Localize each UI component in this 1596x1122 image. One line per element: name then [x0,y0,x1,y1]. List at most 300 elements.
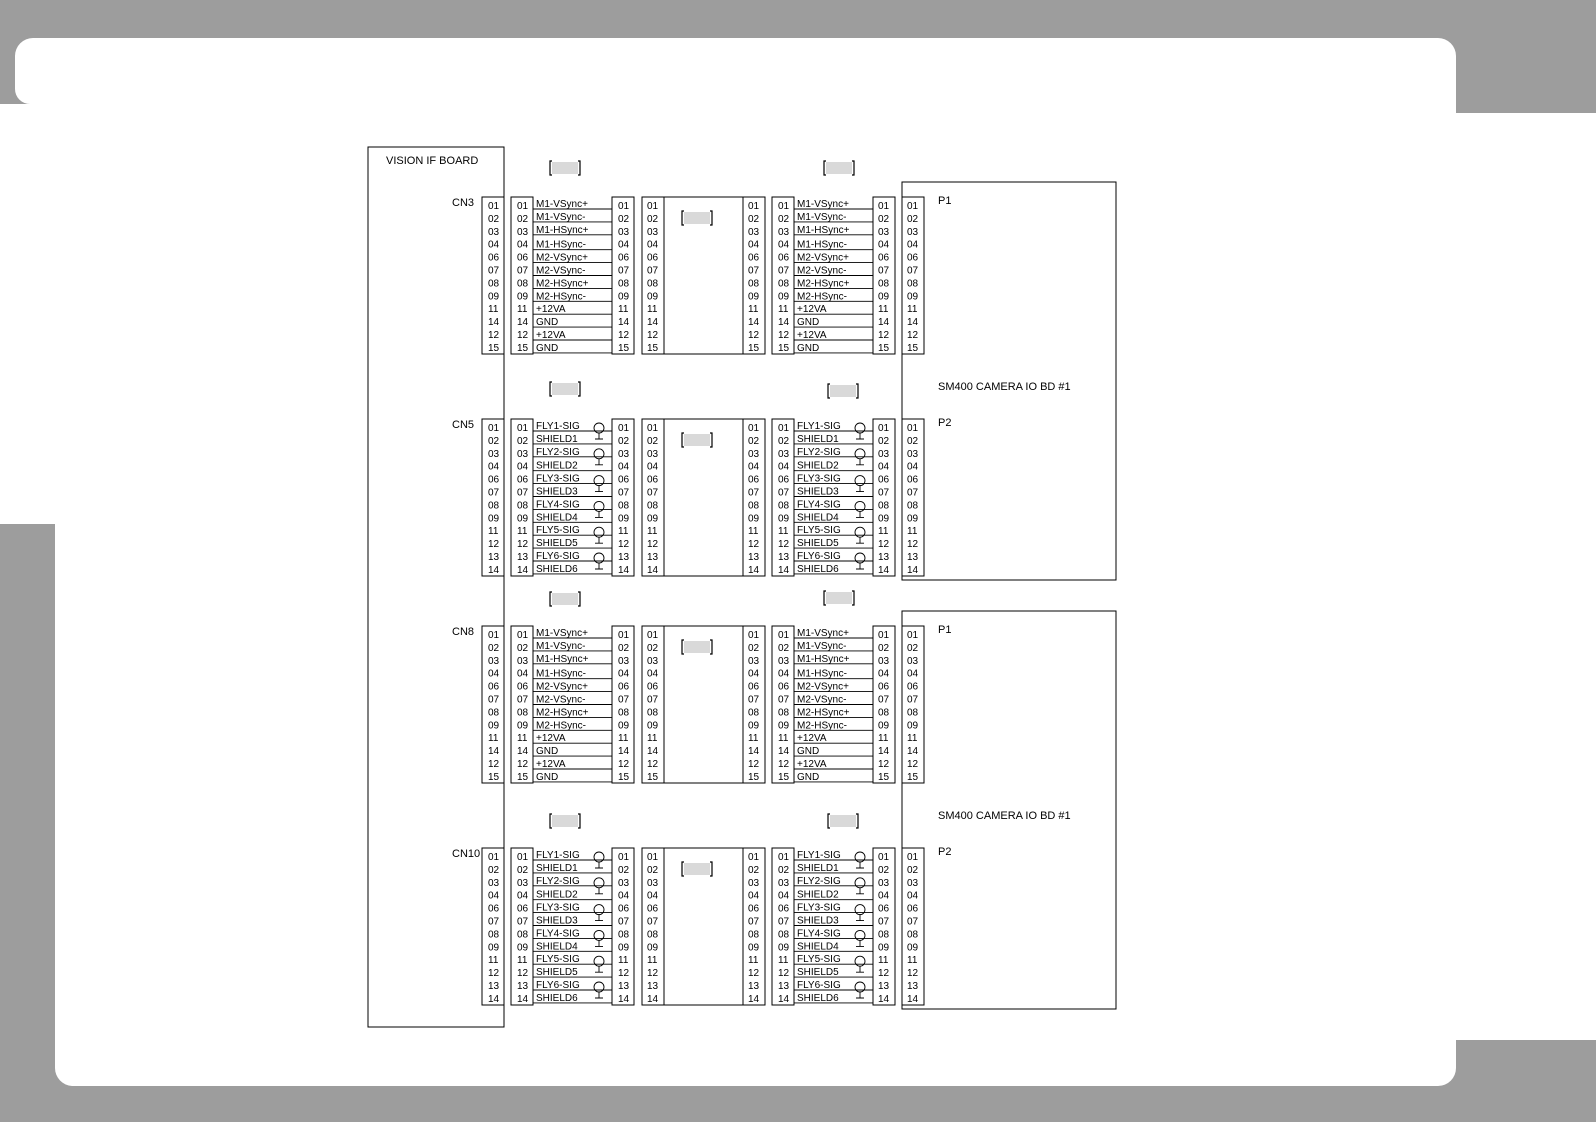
pin-number: 06 [778,252,790,264]
pin-number: 07 [647,487,659,499]
pin-number: 07 [878,265,890,277]
pin-number: 15 [647,342,659,354]
pin-number: 14 [618,317,630,329]
pin-number: 09 [618,513,630,525]
pin-number: 08 [878,500,890,512]
pin-number: 06 [907,903,919,915]
pin-number: 08 [618,929,630,941]
pin-number: 15 [878,771,890,783]
shield-twist-symbol [594,501,604,511]
pin-number: 15 [778,771,790,783]
pin-number: 04 [618,668,630,680]
pin-number: 02 [488,213,500,225]
pin-number: 12 [878,330,890,341]
shield-twist-symbol [855,476,865,486]
pin-number: 14 [907,993,919,1005]
pin-number: 11 [748,955,759,967]
pin-number: 01 [488,423,500,434]
pin-number: 08 [647,500,659,512]
pin-number: 11 [778,304,789,316]
signal-label: GND [536,746,559,758]
shield-twist-symbol [594,982,604,992]
pin-number: 04 [488,668,500,680]
signal-label: SHIELD1 [536,433,578,445]
pin-number: 14 [878,564,890,576]
pin-number: 09 [778,291,790,303]
shield-twist-symbol [594,476,604,486]
pin-number: 06 [778,681,790,693]
pin-number: 13 [748,981,760,992]
pin-number: 01 [488,201,500,212]
connector-placeholder [552,593,578,605]
shield-ground-symbol [595,563,603,569]
pin-number: 04 [647,461,659,473]
pin-number: 07 [878,487,890,499]
connector-placeholder [826,162,852,174]
pin-number: 13 [907,981,919,992]
signal-label: M2-HSync+ [536,278,589,290]
pin-number: 02 [488,864,500,876]
pin-number: 01 [748,852,760,863]
pin-number: 11 [907,955,918,967]
pin-number: 07 [907,487,919,499]
signal-label: SHIELD4 [797,512,839,524]
pin-number: 14 [778,317,790,329]
pin-number: 12 [488,330,500,341]
pin-number: 06 [517,903,529,915]
pin-number: 06 [748,252,760,264]
shield-twist-symbol [855,501,865,511]
signal-label: SHIELD2 [797,889,839,901]
pin-number: 03 [778,655,790,667]
pin-number: 15 [878,342,890,354]
signal-label: SHIELD6 [536,563,578,575]
pin-number: 03 [618,655,630,667]
pin-number: 04 [748,461,760,473]
shield-ground-symbol [856,486,864,492]
pin-number: 01 [878,201,890,212]
connector-placeholder [830,815,856,827]
pin-number: 06 [748,903,760,915]
pin-number: 03 [488,448,500,460]
signal-label: M2-HSync- [797,720,848,732]
pin-number: 07 [517,916,529,928]
pin-number: 14 [488,317,500,329]
pin-number: 14 [748,746,760,758]
pin-number: 11 [748,526,759,538]
pin-number: 13 [778,981,790,992]
pin-number: 07 [748,916,760,928]
pin-number: 04 [647,239,659,251]
pin-number: 03 [488,655,500,667]
pin-number: 01 [647,630,659,641]
pin-number: 08 [488,278,500,290]
pin-number: 03 [907,877,919,889]
shield-ground-symbol [595,966,603,972]
signal-label: FLY1-SIG [797,421,841,432]
pin-number: 09 [748,513,760,525]
shield-ground-symbol [856,511,864,517]
pin-number: 11 [488,733,499,745]
pin-number: 03 [778,448,790,460]
signal-label: SHIELD3 [536,915,578,927]
pin-number: 03 [907,655,919,667]
signal-label: M1-HSync+ [536,653,589,665]
pin-number: 14 [778,564,790,576]
pin-number: 13 [778,552,790,563]
pin-number: 07 [748,265,760,277]
pin-number: 13 [878,981,890,992]
pin-number: 02 [748,435,760,447]
pin-number: 09 [778,942,790,954]
pin-number: 03 [647,655,659,667]
shield-ground-symbol [595,888,603,894]
pin-number: 14 [488,746,500,758]
signal-label: SHIELD3 [797,486,839,498]
shield-ground-symbol [856,966,864,972]
pin-number: 15 [907,342,919,354]
pin-number: 11 [517,955,528,967]
pin-number: 01 [647,852,659,863]
pin-number: 08 [488,929,500,941]
pin-number: 15 [778,342,790,354]
pin-number: 03 [878,226,890,238]
pin-number: 11 [488,304,499,316]
pin-number: 08 [907,707,919,719]
pin-number: 04 [517,890,529,902]
pin-number: 09 [488,513,500,525]
pin-number: 08 [748,929,760,941]
shield-ground-symbol [595,511,603,517]
pin-number: 08 [907,929,919,941]
signal-label: FLY3-SIG [536,902,580,914]
pin-number: 03 [488,877,500,889]
signal-label: SHIELD1 [797,433,839,445]
signal-label: FLY6-SIG [797,980,841,991]
pin-number: 02 [907,864,919,876]
connector-group-cn3 [452,161,951,354]
signal-label: M1-VSync+ [536,199,588,210]
pin-number: 14 [907,746,919,758]
signal-label: FLY5-SIG [797,525,841,537]
pin-number: 06 [878,474,890,486]
pin-number: 07 [618,694,630,706]
pin-number: 06 [878,903,890,915]
signal-label: M1-HSync+ [797,653,850,665]
pin-number: 04 [778,239,790,251]
pin-number: 03 [517,655,529,667]
pin-number: 09 [647,720,659,732]
signal-label: +12VA [536,759,566,770]
pin-number: 04 [907,890,919,902]
pin-number: 04 [517,461,529,473]
connector-placeholder [552,162,578,174]
pin-number: 09 [618,942,630,954]
shield-twist-symbol [594,852,604,862]
signal-label: FLY5-SIG [797,954,841,966]
pin-number: 04 [517,668,529,680]
pin-number: 11 [778,955,789,967]
pin-number: 03 [618,448,630,460]
pin-number: 01 [618,201,630,212]
pin-number: 11 [778,526,789,538]
pin-number: 07 [647,265,659,277]
pin-number: 06 [488,474,500,486]
pin-number: 14 [878,746,890,758]
pin-number: 04 [878,461,890,473]
pin-number: 06 [748,681,760,693]
pin-number: 02 [748,864,760,876]
pin-number: 11 [778,733,789,745]
signal-label: M1-HSync- [536,239,587,251]
pin-number: 13 [748,552,760,563]
pin-number: 14 [647,317,659,329]
pin-number: 04 [878,239,890,251]
pin-number: 02 [647,435,659,447]
pin-number: 04 [647,668,659,680]
shield-twist-symbol [855,449,865,459]
pin-number: 03 [907,226,919,238]
pin-number: 02 [878,642,890,654]
connector-placeholder [552,815,578,827]
signal-label: FLY3-SIG [797,473,841,485]
pin-number: 01 [647,423,659,434]
signal-label: FLY2-SIG [797,446,841,458]
pin-number: 06 [647,681,659,693]
pin-number: 12 [618,539,630,551]
shield-ground-symbol [856,459,864,465]
signal-label: FLY4-SIG [536,928,580,940]
pin-number: 06 [778,903,790,915]
pin-number: 08 [748,707,760,719]
pin-number: 07 [907,265,919,277]
pin-number: 12 [748,330,760,341]
pin-number: 01 [488,630,500,641]
pin-number: 14 [647,564,659,576]
pin-number: 03 [748,877,760,889]
pin-number: 09 [647,513,659,525]
signal-label: SHIELD5 [797,538,839,550]
pin-number: 07 [517,265,529,277]
pin-number: 11 [907,304,918,316]
pin-number: 14 [778,746,790,758]
pin-number: 03 [517,448,529,460]
pin-number: 06 [488,252,500,264]
signal-label: SHIELD1 [536,862,578,874]
pin-number: 12 [907,330,919,341]
signal-label: SHIELD5 [536,538,578,550]
pin-number: 13 [647,552,659,563]
pin-number: 12 [878,539,890,551]
pin-number: 07 [778,694,790,706]
pin-number: 07 [488,265,500,277]
signal-label: SHIELD1 [797,862,839,874]
pin-number: 02 [878,864,890,876]
signal-label: FLY1-SIG [797,850,841,861]
pin-number: 07 [488,487,500,499]
pin-number: 09 [907,942,919,954]
signal-label: M1-VSync- [797,211,847,223]
pin-number: 01 [778,201,790,212]
plug-label: P1 [938,624,952,636]
shield-ground-symbol [856,915,864,921]
signal-label: M1-VSync+ [536,628,588,639]
pin-number: 02 [878,435,890,447]
connector-placeholder [684,641,710,653]
pin-number: 14 [748,993,760,1005]
signal-label: M2-VSync- [536,694,586,706]
shield-twist-symbol [594,553,604,563]
connector-placeholder [826,592,852,604]
signal-label: SHIELD6 [797,992,839,1004]
pin-number: 02 [618,642,630,654]
pin-number: 06 [618,681,630,693]
shield-ground-symbol [856,563,864,569]
pin-number: 11 [647,304,658,316]
connector-placeholder [684,434,710,446]
pin-number: 14 [778,993,790,1005]
pin-number: 11 [748,733,759,745]
pin-number: 12 [647,759,659,770]
signal-label: FLY1-SIG [536,421,580,432]
signal-label: M1-HSync- [536,668,587,680]
pin-number: 08 [878,929,890,941]
pin-number: 08 [517,500,529,512]
connector-placeholder [684,863,710,875]
connector-name: CN10 [452,848,481,860]
pin-number: 09 [488,720,500,732]
pin-number: 01 [517,852,529,863]
signal-label: +12VA [797,304,827,316]
pin-number: 02 [907,213,919,225]
pin-number: 14 [878,993,890,1005]
pin-number: 07 [907,916,919,928]
pin-number: 04 [907,668,919,680]
pin-number: 08 [517,929,529,941]
pin-number: 13 [517,981,529,992]
pin-number: 12 [748,539,760,551]
pin-number: 01 [517,423,529,434]
pin-number: 11 [878,955,889,967]
pin-number: 13 [488,552,500,563]
signal-label: FLY4-SIG [797,928,841,940]
pin-number: 14 [748,564,760,576]
shield-ground-symbol [856,537,864,543]
pin-number: 14 [647,746,659,758]
shield-ground-symbol [595,862,603,868]
pin-number: 14 [748,317,760,329]
pin-number: 08 [647,278,659,290]
pin-number: 11 [517,304,528,316]
signal-label: GND [797,771,820,783]
signal-label: GND [536,771,559,783]
shield-twist-symbol [594,423,604,433]
pin-number: 08 [748,278,760,290]
pin-number: 01 [778,423,790,434]
pin-number: 09 [488,291,500,303]
shield-twist-symbol [855,982,865,992]
shield-twist-symbol [855,852,865,862]
pin-number: 13 [647,981,659,992]
signal-label: M2-VSync- [797,694,847,706]
pin-number: 12 [517,968,529,980]
pin-number: 12 [647,539,659,551]
pin-number: 03 [488,226,500,238]
pin-number: 12 [517,330,529,341]
pin-number: 02 [647,864,659,876]
pin-number: 11 [748,304,759,316]
pin-number: 08 [618,707,630,719]
signal-label: M1-VSync- [536,211,586,223]
pin-number: 15 [618,771,630,783]
pin-number: 14 [907,564,919,576]
signal-label: +12VA [536,304,566,316]
pin-number: 01 [618,852,630,863]
signal-label: +12VA [797,330,827,341]
pin-number: 06 [517,474,529,486]
pin-number: 08 [488,500,500,512]
pin-number: 03 [907,448,919,460]
pin-number: 12 [488,539,500,551]
pin-number: 07 [878,916,890,928]
pin-number: 06 [778,474,790,486]
signal-label: FLY1-SIG [536,850,580,861]
signal-label: M1-HSync- [797,668,848,680]
signal-label: M2-VSync+ [797,681,849,693]
pin-number: 04 [778,890,790,902]
pin-number: 06 [647,474,659,486]
pin-number: 03 [748,448,760,460]
pin-number: 06 [618,252,630,264]
pin-number: 07 [748,487,760,499]
pin-number: 04 [907,239,919,251]
pin-number: 01 [748,201,760,212]
pin-number: 01 [618,630,630,641]
pin-number: 13 [907,552,919,563]
pin-number: 12 [907,759,919,770]
pin-number: 07 [517,694,529,706]
pin-number: 09 [878,720,890,732]
signal-label: M2-HSync+ [797,278,850,290]
shield-twist-symbol [855,956,865,966]
pin-number: 02 [748,213,760,225]
pin-number: 02 [618,213,630,225]
pin-number: 09 [878,513,890,525]
pin-number: 14 [517,993,529,1005]
signal-label: FLY6-SIG [797,551,841,562]
pin-number: 03 [748,655,760,667]
signal-label: +12VA [797,759,827,770]
pin-number: 12 [618,330,630,341]
pin-number: 08 [488,707,500,719]
pin-number: 11 [517,733,528,745]
pin-number: 07 [748,694,760,706]
pin-number: 07 [647,694,659,706]
pin-number: 07 [488,916,500,928]
connector-name: CN8 [452,626,475,638]
plug-label: P2 [938,846,952,858]
shield-ground-symbol [856,433,864,439]
pin-number: 01 [778,630,790,641]
signal-label: M2-VSync- [797,265,847,277]
plug-label: P1 [938,195,952,207]
signal-label: FLY2-SIG [536,446,580,458]
pin-number: 14 [618,746,630,758]
pin-number: 06 [647,903,659,915]
signal-label: SHIELD2 [797,460,839,472]
shield-twist-symbol [594,449,604,459]
connector-placeholder [684,212,710,224]
